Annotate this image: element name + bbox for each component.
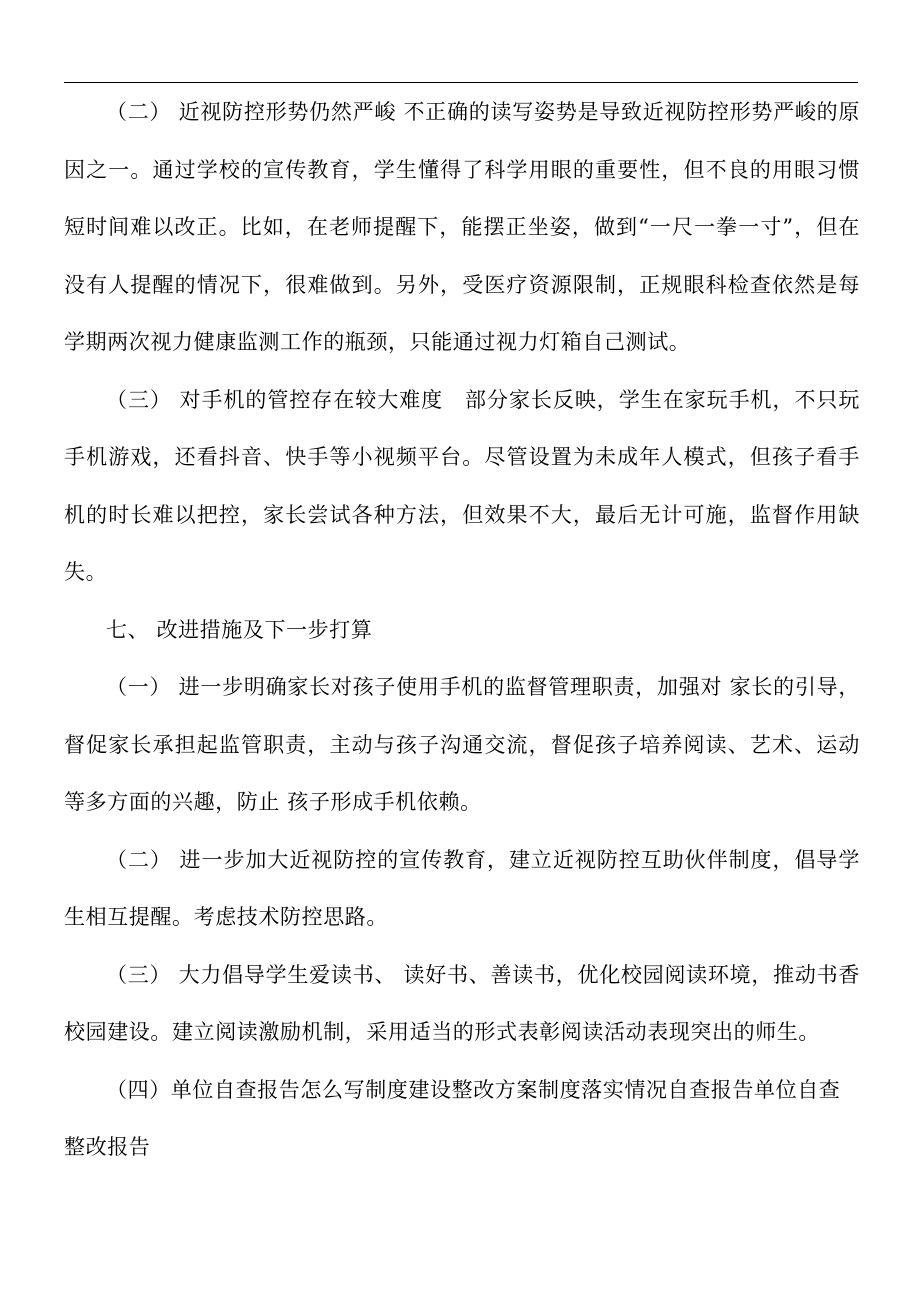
- measure-item-2: （二） 进一步加大近视防控的宣传教育，建立近视防控互助伙伴制度，倡导学生相互提醒。考虑技术防控思路。: [64, 847, 860, 929]
- header-rule: [64, 82, 858, 83]
- section-heading-improvement: 七、 改进措施及下一步打算: [106, 617, 373, 642]
- document-body: [64, 84, 860, 1177]
- paragraph-phone-control: （三） 对手机的管控存在较大难度 部分家长反映，学生在家玩手机，不只玩手机游戏，还看抖音、快手等小视频平台。尽管设置为未成年人模式，但孩子看手机的时长难以把控，家长尝试各种方法，但效果不大，最后无计可施，监督作用缺失。: [64, 387, 860, 584]
- measure-item-3: （三） 大力倡导学生爱读书、 读好书、善读书，优化校园阅读环境，推动书香校园建设。建立阅读激励机制，采用适当的形式表彰阅读活动表现突出的师生。: [64, 962, 860, 1044]
- paragraph-myopia-situation: （二） 近视防控形势仍然严峻 不正确的读写姿势是导致近视防控形势严峻的原因之一。通过学校的宣传教育，学生懂得了科学用眼的重要性，但不良的用眼习惯短时间难以改正。比如，在老师提醒下，能摆正坐姿，做到“一尺一拳一寸”，但在没有人提醒的情况下，很难做到。另外，受医疗资源限制，正规眼科检查依然是每学期两次视力健康监测工作的瓶颈，只能通过视力灯箱自己测试。: [64, 100, 860, 354]
- measure-item-4: （四）单位自查报告怎么写制度建设整改方案制度落实情况自查报告单位自查整改报告: [64, 1077, 841, 1159]
- measure-item-1: （一） 进一步明确家长对孩子使用手机的监督管理职责，加强对 家长的引导，督促家长承担起监管职责，主动与孩子沟通交流，督促孩子培养阅读、艺术、运动等多方面的兴趣，防止 孩子形成手机依赖。: [64, 675, 860, 814]
